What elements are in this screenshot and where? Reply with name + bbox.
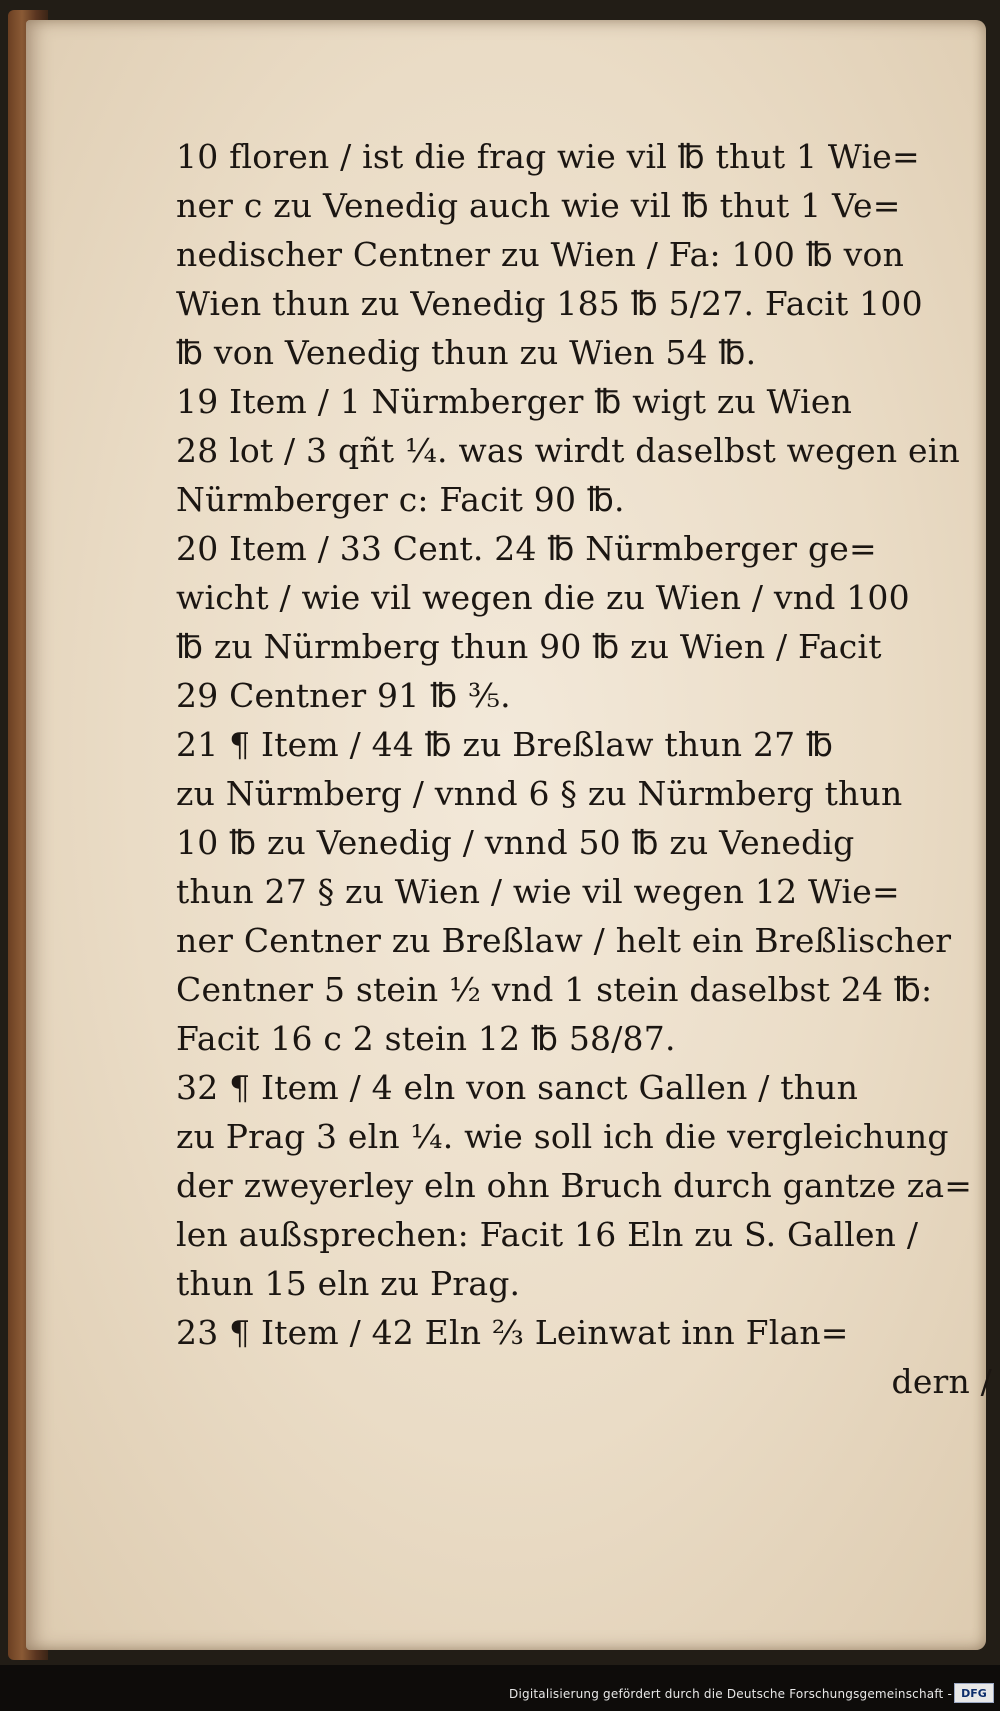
text-line: Wien thun zu Venedig 185 ℔ 5/27. Facit 100 — [176, 284, 923, 323]
text-line: thun 27 § zu Wien / wie vil wegen 12 Wie= — [176, 872, 900, 911]
text-line: 10 floren / ist die frag wie vil ℔ thut 1 Wie= — [176, 137, 920, 176]
text-line: 29 Centner 91 ℔ ⅗. — [176, 676, 511, 715]
text-line: Facit 16 c 2 stein 12 ℔ 58/87. — [176, 1019, 676, 1058]
text-line: der zweyerley eln ohn Bruch durch gantze za= — [176, 1166, 973, 1205]
page-text — [176, 132, 992, 1406]
text-line: 28 lot / 3 qñt ¼. was wirdt daselbst wegen ein — [176, 431, 960, 470]
text-line: zu Nürmberg / vnnd 6 § zu Nürmberg thun — [176, 774, 903, 813]
text-line: nedischer Centner zu Wien / Fa: 100 ℔ von — [176, 235, 905, 274]
text-line: wicht / wie vil wegen die zu Wien / vnd 100 — [176, 578, 910, 617]
funding-credit: Digitalisierung gefördert durch die Deutsche Forschungsgemeinschaft - — [509, 1687, 952, 1701]
text-line: len außsprechen: Facit 16 Eln zu S. Gallen / — [176, 1215, 919, 1254]
text-line: ℔ von Venedig thun zu Wien 54 ℔. — [176, 333, 757, 372]
text-line: 32 ¶ Item / 4 eln von sanct Gallen / thun — [176, 1068, 859, 1107]
text-line: 23 ¶ Item / 42 Eln ⅔ Leinwat inn Flan= — [176, 1313, 849, 1352]
text-line: ℔ zu Nürmberg thun 90 ℔ zu Wien / Facit — [176, 627, 882, 666]
text-line: 19 Item / 1 Nürmberger ℔ wigt zu Wien — [176, 382, 853, 421]
text-line: 21 ¶ Item / 44 ℔ zu Breßlaw thun 27 ℔ — [176, 725, 834, 764]
text-line: thun 15 eln zu Prag. — [176, 1264, 521, 1303]
dfg-logo: DFG — [954, 1683, 994, 1703]
text-line: Nürmberger c: Facit 90 ℔. — [176, 480, 625, 519]
text-line: ner c zu Venedig auch wie vil ℔ thut 1 Ve= — [176, 186, 901, 225]
book-page — [26, 20, 992, 1650]
catchword: dern / — [891, 1362, 992, 1401]
digitization-footer — [0, 1665, 1000, 1711]
text-line: 10 ℔ zu Venedig / vnnd 50 ℔ zu Venedig — [176, 823, 855, 862]
text-line: zu Prag 3 eln ¼. wie soll ich die vergleichung — [176, 1117, 949, 1156]
text-line: ner Centner zu Breßlaw / helt ein Breßlischer — [176, 921, 952, 960]
text-line: 20 Item / 33 Cent. 24 ℔ Nürmberger ge= — [176, 529, 877, 568]
text-line: Centner 5 stein ½ vnd 1 stein daselbst 24 ℔: — [176, 970, 933, 1009]
